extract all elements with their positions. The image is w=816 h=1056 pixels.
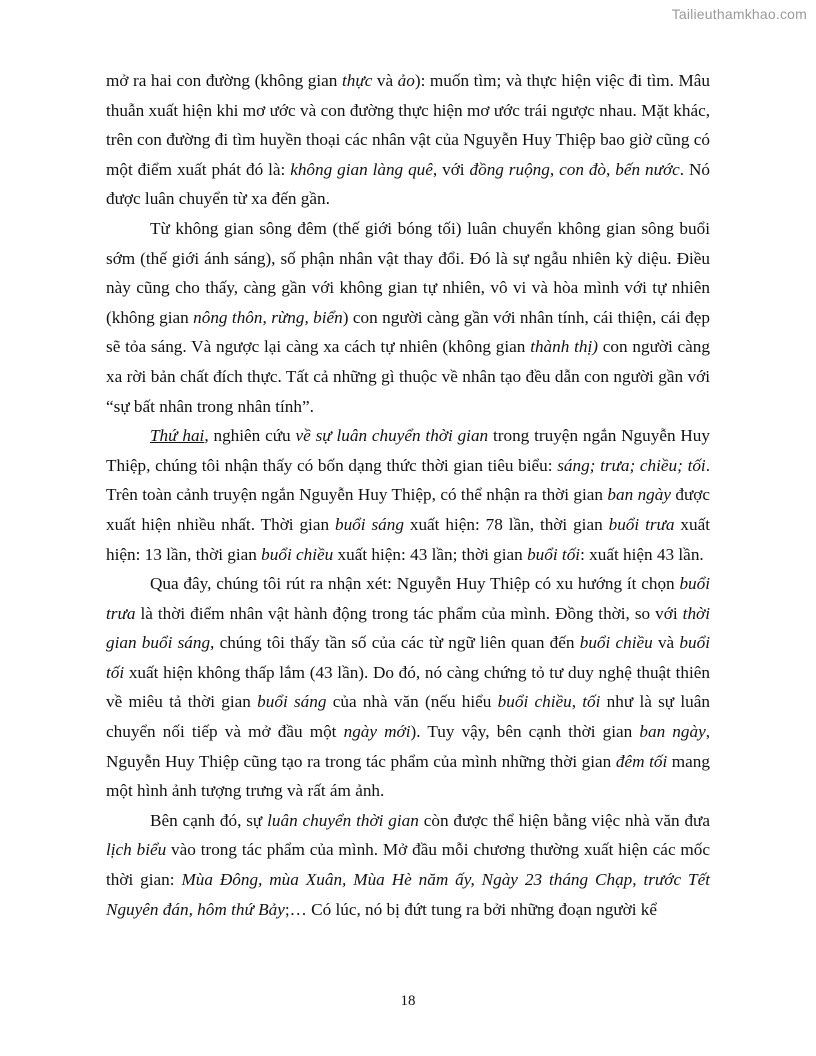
italic-text-span: đồng ruộng bbox=[469, 159, 550, 179]
text-span: Qua đây, chúng tôi rút ra nhận xét: Nguyễn Huy Thiệp có xu hướng ít chọn bbox=[150, 574, 680, 594]
italic-text-span: con đò bbox=[559, 159, 607, 179]
text-span: : xuất hiện 43 lần. bbox=[580, 544, 704, 564]
page-number: 18 bbox=[400, 993, 416, 1009]
paragraph-1 bbox=[106, 66, 710, 214]
text-span: Từ không gian sông đêm (thế giới bóng tối) luân chuyển không gian sông buổi sớm (thế giới ánh sáng), số phận nhân vật thay đổi. Đó là sự ngẫu nhiên kỳ diệu. Điều này cũng cho thấy, càng gần với không gian tự nhiên, vô vi và hòa mình với tự nhiên (không gian bbox=[106, 218, 710, 327]
text-span: . Trên toàn cảnh truyện ngắn Nguyễn Huy Thiệp, có thể nhận ra thời gian bbox=[106, 455, 711, 505]
paragraph-5 bbox=[106, 806, 710, 924]
text-span: , nghiên cứu bbox=[204, 426, 296, 446]
italic-text-span: nông thôn, rừng, biển bbox=[193, 307, 343, 327]
text-span: ;… Có lúc, nó bị đứt tung ra bởi những đoạn người kể bbox=[284, 899, 658, 919]
paragraph-2 bbox=[106, 214, 710, 421]
italic-text-span: ảo bbox=[397, 71, 415, 90]
italic-text-span: buổi sáng bbox=[334, 514, 404, 534]
text-span: Bên cạnh đó, sự bbox=[150, 810, 268, 830]
text-span: của nhà văn (nếu hiểu bbox=[326, 692, 498, 712]
text-span: và bbox=[652, 633, 680, 653]
text-span: xuất hiện: 43 lần; thời gian bbox=[333, 544, 528, 564]
italic-text-span: buổi chiều bbox=[579, 633, 653, 653]
italic-text-span: thành thị) bbox=[530, 337, 598, 357]
text-span: , với bbox=[432, 159, 470, 179]
text-span: mang một hình ảnh tượng trưng và rất ám ảnh. bbox=[106, 751, 710, 801]
text-span: ) con người càng gần với nhân tính, cái thiện, cái đẹp sẽ tỏa sáng. Và ngược lại càng xa cách tự nhiên (không gian bbox=[106, 307, 710, 357]
italic-text-span: lịch biểu bbox=[106, 840, 167, 860]
text-span: con người càng xa rời bản chất đích thực. Tất cả những gì thuộc về nhân tạo đều dẫn con người gần với “sự bất nhân trong nhân tính”. bbox=[106, 337, 710, 416]
text-span: vào trong tác phẩm của mình. Mở đầu mỗi chương thường xuất hiện các mốc thời gian: bbox=[106, 840, 710, 890]
italic-text-span: thời gian buổi sáng bbox=[106, 603, 710, 653]
document-body bbox=[106, 66, 710, 924]
text-span: còn được thể hiện bằng việc nhà văn đưa bbox=[418, 810, 710, 830]
text-span: . Nó được luân chuyển từ xa đến gần. bbox=[106, 159, 710, 209]
italic-text-span: Thứ hai bbox=[150, 426, 205, 446]
italic-text-span: tối bbox=[582, 692, 601, 712]
italic-text-span: buổi chiều bbox=[497, 692, 572, 712]
text-span: xuất hiện: 78 lần, thời gian bbox=[403, 514, 609, 534]
text-span: , Nguyễn Huy Thiệp cũng tạo ra trong tác phẩm của mình những thời gian bbox=[106, 722, 711, 771]
italic-text-span: Mùa Đông, mùa Xuân, Mùa Hè năm ấy, Ngày 23 tháng Chạp, trước Tết Nguyên đán, hôm thứ Bảy bbox=[106, 870, 710, 919]
text-span: được xuất hiện nhiều nhất. Thời gian bbox=[106, 485, 710, 534]
text-span: ): muốn tìm; và thực hiện việc đi tìm. Mâu thuẫn xuất hiện khi mơ ước và con đường thực hiện mơ ước trái ngược nhau. Mặt khác, trên con đường đi tìm huyền thoại các nhân vật của Nguyễn Huy Thiệp bao giờ cũng có một điểm xuất phát đó là: bbox=[106, 71, 710, 179]
italic-text-span: buổi trưa bbox=[608, 514, 675, 534]
italic-text-span: buổi tối bbox=[527, 544, 581, 564]
italic-text-span: buổi trưa bbox=[106, 574, 710, 623]
text-span: trong truyện ngắn Nguyễn Huy Thiệp, chúng tôi nhận thấy có bốn dạng thức thời gian tiêu biểu: bbox=[106, 426, 710, 475]
italic-text-span: đêm tối bbox=[615, 751, 668, 771]
paragraph-3 bbox=[106, 421, 710, 569]
text-span: như là sự luân chuyển nối tiếp và mở đầu một bbox=[106, 692, 710, 742]
paragraph-4 bbox=[106, 569, 710, 806]
italic-text-span: buổi chiều bbox=[261, 544, 334, 564]
text-span: , bbox=[549, 159, 560, 179]
text-span: ). Tuy vậy, bên cạnh thời gian bbox=[410, 722, 640, 742]
italic-text-span: không gian làng quê bbox=[290, 159, 433, 179]
text-span: , bbox=[571, 692, 583, 712]
text-span: , chúng tôi thấy tần số của các từ ngữ liên quan đến bbox=[210, 633, 580, 653]
watermark-text: Tailieuthamkhao.com bbox=[671, 6, 807, 22]
italic-text-span: về sự luân chuyển thời gian bbox=[295, 426, 489, 446]
italic-text-span: thực bbox=[341, 71, 373, 90]
italic-text-span: ngày mới bbox=[343, 722, 411, 742]
italic-text-span: buổi sáng bbox=[257, 692, 327, 712]
italic-text-span: luân chuyển thời gian bbox=[267, 810, 419, 830]
italic-text-span: ban ngày bbox=[607, 485, 671, 505]
text-span: và bbox=[372, 71, 398, 90]
italic-text-span: sáng; trưa; chiều; tối bbox=[557, 455, 706, 475]
italic-text-span: bến nước bbox=[615, 159, 680, 179]
italic-text-span: buổi tối bbox=[106, 633, 710, 682]
text-span: mở ra hai con đường (không gian bbox=[106, 71, 342, 90]
text-span: xuất hiện không thấp lắm (43 lần). Do đó, nó càng chứng tỏ tư duy nghệ thuật thiên về miêu tả thời gian bbox=[106, 662, 710, 712]
italic-text-span: ban ngày bbox=[639, 722, 706, 742]
text-span: là thời điểm nhân vật hành động trong tác phẩm của mình. Đồng thời, so với bbox=[135, 603, 683, 623]
text-span: xuất hiện: 13 lần, thời gian bbox=[106, 514, 711, 564]
text-span: , bbox=[606, 159, 616, 179]
